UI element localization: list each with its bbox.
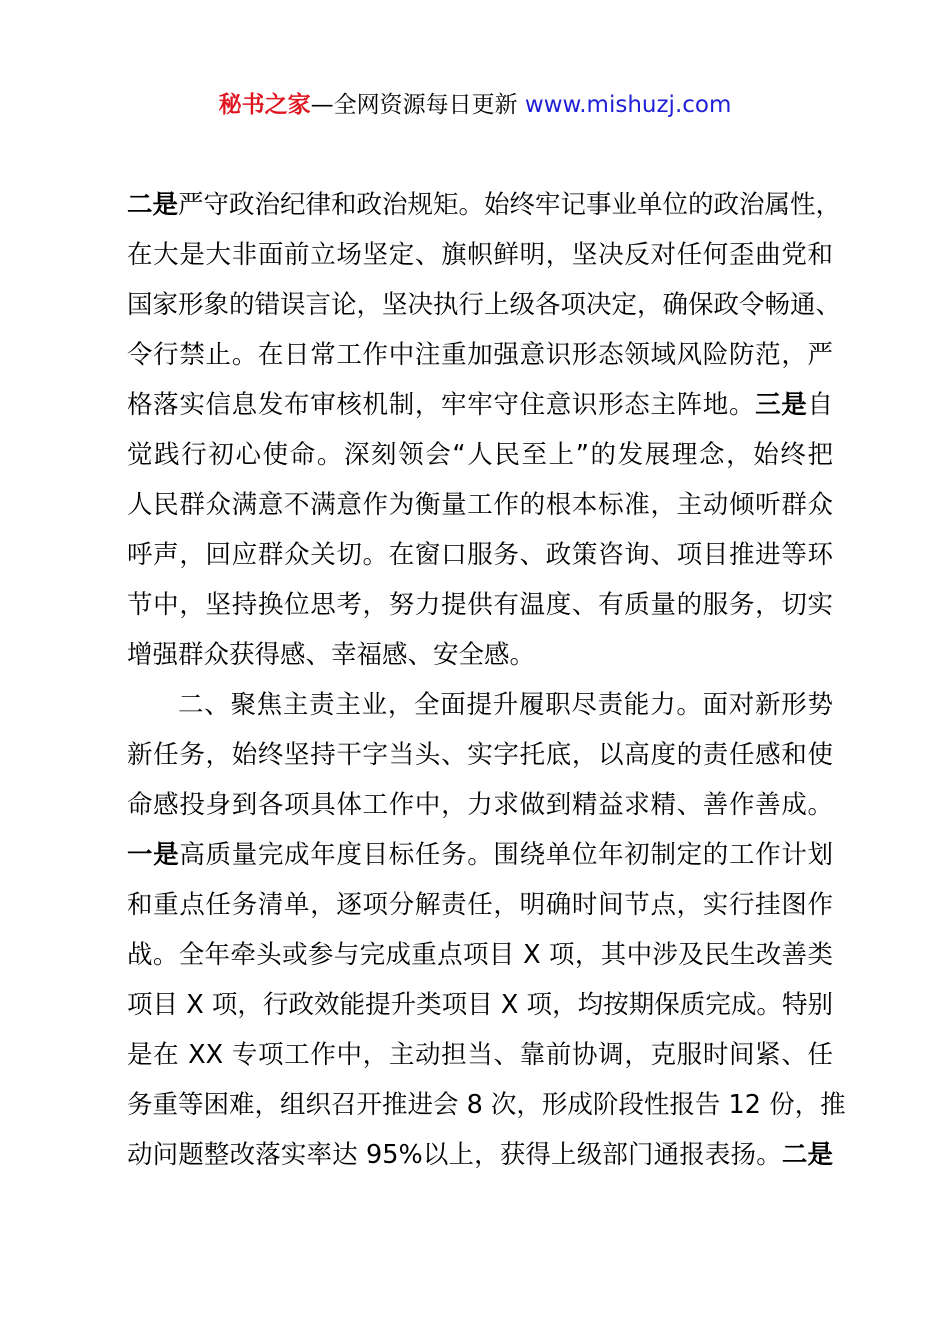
text-segment: 呼声，回应群众关切。在窗口服务、政策咨询、项目推进等环	[127, 540, 833, 570]
text-line	[127, 1030, 833, 1080]
text-segment: 动问题整改落实率达 95%以上，获得上级部门通报表扬。	[127, 1140, 782, 1170]
text-segment: 务重等困难，组织召开推进会 8 次，形成阶段性报告 12 份，推	[127, 1090, 846, 1120]
text-line	[127, 1130, 833, 1180]
text-segment: 严守政治纪律和政治规矩。始终牢记事业单位的政治属性，	[178, 190, 842, 220]
header-website-link[interactable]: www.mishuzj.com	[524, 92, 732, 118]
text-segment: 新任务，始终坚持干字当头、实字托底，以高度的责任感和使	[127, 740, 833, 770]
text-segment: 令行禁止。在日常工作中注重加强意识形态领域风险防范，严	[127, 340, 833, 370]
text-line	[127, 680, 833, 730]
bold-text-segment: 一是	[127, 840, 180, 870]
text-segment: 命感投身到各项具体工作中，力求做到精益求精、善作善成。	[127, 790, 833, 820]
text-line	[127, 330, 833, 380]
text-segment: 项目 X 项，行政效能提升类项目 X 项，均按期保质完成。特别	[127, 990, 833, 1020]
text-line	[127, 530, 833, 580]
text-line	[127, 780, 833, 830]
text-segment: 高质量完成年度目标任务。围绕单位年初制定的工作计划	[179, 840, 833, 870]
text-line	[127, 980, 833, 1030]
header-brand: 秘书之家	[218, 92, 311, 118]
text-segment: 战。全年牵头或参与完成重点项目 X 项，其中涉及民生改善类	[127, 940, 833, 970]
bold-text-segment: 二是	[127, 190, 179, 220]
bold-text-segment: 二是	[781, 1140, 833, 1170]
text-line	[127, 830, 833, 880]
body-text	[127, 180, 846, 1180]
text-segment: 人民群众满意不满意作为衡量工作的根本标准，主动倾听群众	[127, 490, 833, 520]
text-line	[127, 1080, 846, 1130]
text-line	[127, 280, 842, 330]
text-segment: 增强群众获得感、幸福感、安全感。	[127, 640, 536, 670]
text-line	[127, 230, 833, 280]
text-segment: 格落实信息发布审核机制，牢牢守住意识形态主阵地。	[127, 390, 756, 420]
text-line	[127, 930, 833, 980]
text-segment: 在大是大非面前立场坚定、旗帜鲜明，坚决反对任何歪曲党和	[127, 240, 833, 270]
text-line	[127, 430, 833, 480]
text-line	[127, 880, 833, 930]
bold-text-segment: 三是	[755, 390, 808, 420]
text-line	[127, 730, 833, 780]
text-line	[127, 580, 833, 630]
header-tagline: —全网资源每日更新	[310, 92, 525, 118]
text-line	[127, 630, 833, 680]
text-segment: 二、聚焦主责主业，全面提升履职尽责能力。面对新形势	[178, 690, 833, 720]
text-segment: 自	[807, 390, 833, 420]
page-header	[0, 88, 950, 122]
text-segment: 国家形象的错误言论，坚决执行上级各项决定，确保政令畅通、	[127, 290, 842, 320]
text-segment: 觉践行初心使命。深刻领会“人民至上”的发展理念，始终把	[127, 440, 833, 470]
text-segment: 是在 XX 专项工作中，主动担当、靠前协调，克服时间紧、任	[127, 1040, 833, 1070]
text-segment: 节中，坚持换位思考，努力提供有温度、有质量的服务，切实	[127, 590, 833, 620]
text-line	[127, 480, 833, 530]
text-line	[127, 180, 842, 230]
text-line	[127, 380, 833, 430]
text-segment: 和重点任务清单，逐项分解责任，明确时间节点，实行挂图作	[127, 890, 833, 920]
